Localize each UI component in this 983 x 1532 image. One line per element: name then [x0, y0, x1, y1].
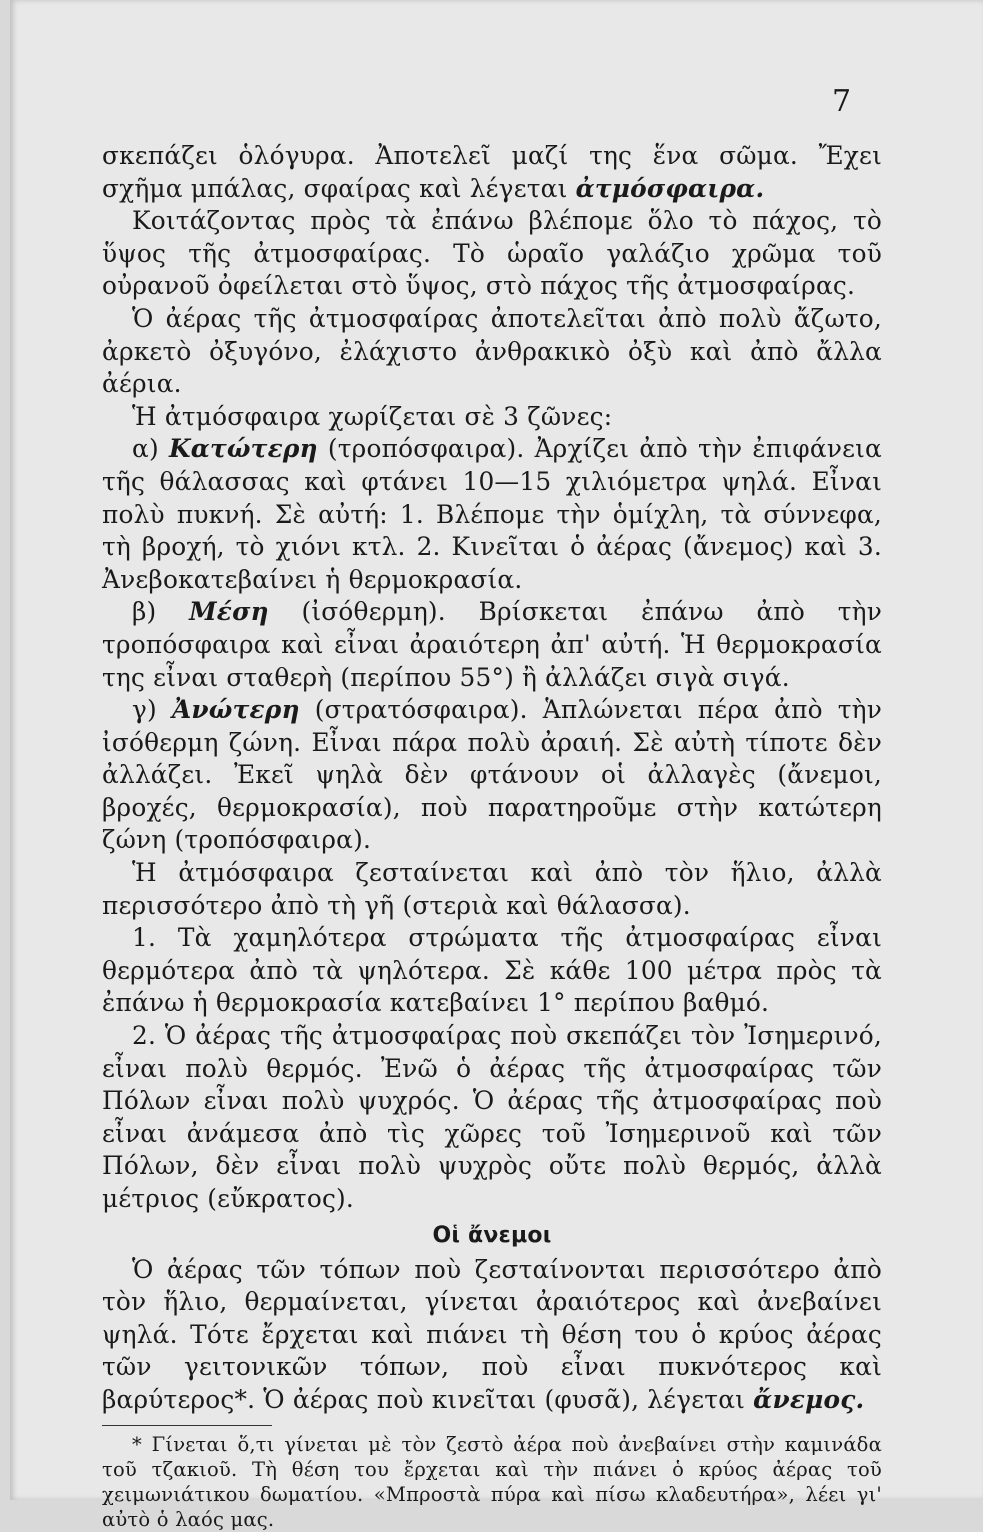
term-atmosphere: ἀτμόσφαιρα.	[575, 173, 765, 203]
paragraph-text: (τροπόσφαιρα). Ἀρχίζει ἀπὸ τὴν ἐπιφάνεια τῆς θάλασσας καὶ φτάνει 10—15 χιλιόμετρα ψηλά. Εἶναι πολὺ πυκνή. Σὲ αὐτή: 1. Βλέπομε τὴν ὁμίχλη, τὰ σύννεφα, τὴ βροχή, τὸ χιόνι κτλ. 2. Κινεῖται ὁ ἀέρας (ἄνεμος) καὶ 3. Ἀνεβοκατεβαίνει ἡ θερμοκρασία.	[102, 434, 883, 594]
list-label: β)	[132, 597, 190, 627]
list-label: γ)	[132, 695, 172, 725]
page-number: 7	[832, 84, 852, 119]
term-wind: ἄνεμος.	[753, 1384, 865, 1414]
list-label: α)	[132, 434, 169, 464]
paragraph-atmosphere-definition	[102, 140, 882, 205]
paragraph-heating: Ἡ ἀτμόσφαιρα ζεσταίνεται καὶ ἀπὸ τὸν ἥλιο, ἀλλὰ περισσότερο ἀπὸ τὴ γῆ (στεριὰ καὶ θάλασσα).	[102, 858, 882, 920]
paragraph-zones-intro: Ἡ ἀτμόσφαιρα χωρίζεται σὲ 3 ζῶνες:	[132, 401, 613, 431]
book-page	[10, 0, 983, 1531]
term-lower: Κατώτερη	[168, 434, 318, 464]
footnote-divider	[102, 1425, 272, 1426]
paragraph-text: Ὁ ἀέρας τῶν τόπων ποὺ ζεσταίνονται περισσότερο ἀπὸ τὸν ἥλιο, θερμαίνεται, γίνεται ἀραιότερος καὶ ἀνεβαίνει ψηλά. Τότε ἔρχεται καὶ πιάνει τὴ θέση του ὁ κρύος ἀέρας τῶν γειτονικῶν τόπων, ποὺ εἶναι πυκνότερος καὶ βαρύτερος*. Ὁ ἀέρας ποὺ κινεῖται (φυσᾶ), λέγεται	[102, 1254, 882, 1414]
term-upper: Ἀνώτερη	[171, 695, 300, 725]
paragraph-winds	[102, 1254, 882, 1417]
paragraph-zone-middle	[102, 596, 882, 694]
paragraph-air-composition: Ὁ ἀέρας τῆς ἀτμοσφαίρας ἀποτελεῖται ἀπὸ πολὺ ἄζωτο, ἀρκετὸ ὀξυγόνο, ἐλάχιστο ἀνθρακικὸ ὀξὺ καὶ ἀπὸ ἄλλα ἀέρια.	[102, 303, 882, 399]
paragraph-sky-color: Κοιτάζοντας πρὸς τὰ ἐπάνω βλέπομε ὅλο τὸ πάχος, τὸ ὕψος τῆς ἀτμοσφαίρας. Τὸ ὡραῖο γαλάζιο χρῶμα τοῦ οὐρανοῦ ὀφείλεται στὸ ὕψος, στὸ πάχος τῆς ἀτμοσφαίρας.	[102, 206, 882, 301]
paragraph-text: (ἰσόθερμη). Βρίσκεται ἐπάνω ἀπὸ τὴν τροπόσφαιρα καὶ εἶναι ἀραιότερη ἀπ' αὐτή. Ἡ θερμοκρασία της εἶναι σταθερὴ (περίπου 55°) ἢ ἀλλάζει σιγὰ σιγά.	[102, 597, 882, 692]
paragraph-zone-lower	[102, 433, 882, 596]
paragraph-text: σκεπάζει ὁλόγυρα. Ἀποτελεῖ μαζί της ἕνα σῶμα. Ἔχει σχῆμα μπάλας, σφαίρας καὶ λέγεται	[102, 141, 882, 203]
paragraph-equator-poles: 2. Ὁ ἀέρας τῆς ἀτμοσφαίρας ποὺ σκεπάζει τὸν Ἰσημερινό, εἶναι πολὺ θερμός. Ἐνῶ ὁ ἀέρας τῆς ἀτμοσφαίρας τῶν Πόλων εἶναι πολὺ ψυχρός. Ὁ ἀέρας τῆς ἀτμοσφαίρας ποὺ εἶναι ἀνάμεσα ἀπὸ τὶς χῶρες τοῦ Ἰσημερινοῦ καὶ τῶν Πόλων, δὲν εἶναι πολὺ ψυχρὸς οὔτε πολὺ θερμός, ἀλλὰ μέτριος (εὔκρατος).	[102, 1021, 882, 1213]
footnote: * Γίνεται ὅ,τι γίνεται μὲ τὸν ζεστὸ ἀέρα ποὺ ἀνεβαίνει στὴν καμινάδα τοῦ τζακιοῦ. Τὴ θέση του ἔρχεται καὶ τὴν πιάνει ὁ κρύος ἀέρας τοῦ χειμωνιάτικου δωματίου. «Μπροστὰ πύρα καὶ πίσω κλαδευτήρα», λέει γι' αὐτὸ ὁ λαός μας.	[102, 1432, 882, 1531]
paragraph-zone-upper	[102, 694, 882, 857]
paragraph-lower-layers: 1. Τὰ χαμηλότερα στρώματα τῆς ἀτμοσφαίρας εἶναι θερμότερα ἀπὸ τὰ ψηλότερα. Σὲ κάθε 100 μέτρα πρὸς τὰ ἐπάνω ἡ θερμοκρασία κατεβαίνει 1° περίπου βαθμό.	[102, 923, 882, 1018]
body-text	[102, 140, 882, 1532]
term-middle: Μέση	[189, 597, 269, 627]
paragraph-text: (στρατόσφαιρα). Ἁπλώνεται πέρα ἀπὸ τὴν ἰσόθερμη ζώνη. Εἶναι πάρα πολὺ ἀραιή. Σὲ αὐτὴ τίποτε δὲν ἀλλάζει. Ἐκεῖ ψηλὰ δὲν φτάνουν οἱ ἀλλαγὲς (ἄνεμοι, βροχές, θερμοκρασία), ποὺ παρατηροῦμε στὴν κατώτερη ζώνη (τροπόσφαιρα).	[102, 695, 882, 855]
section-heading-winds: Οἱ ἄνεμοι	[432, 1222, 552, 1248]
